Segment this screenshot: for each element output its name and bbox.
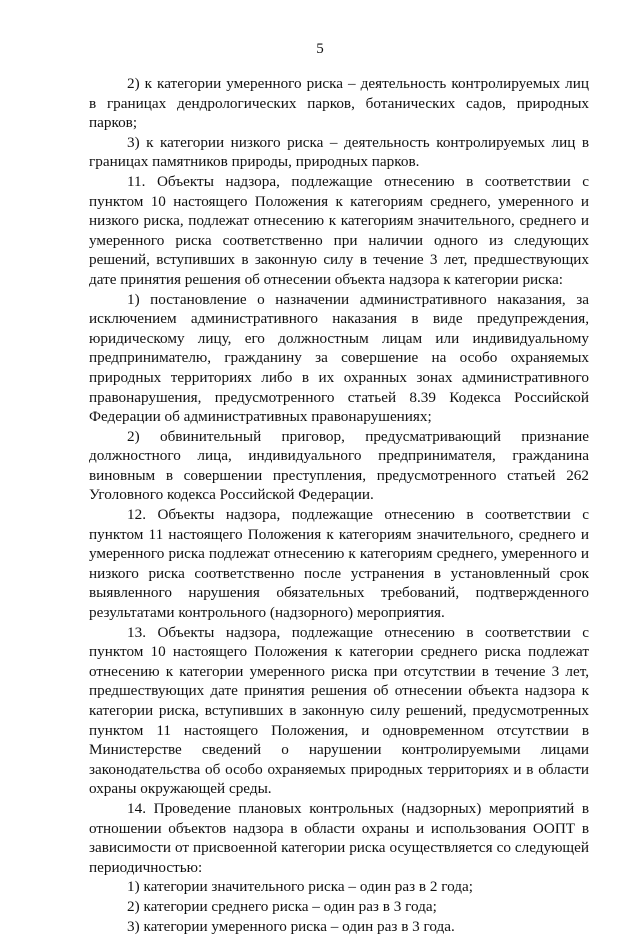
document-body <box>89 74 589 936</box>
paragraph-clause-11-item-2: 2) обвинительный приговор, предусматривающий признание должностного лица, индивидуального предпринимателя, гражданина виновным в совершении преступления, предусмотренного статьей 262 Уголовного кодекса Российской Федерации. <box>89 427 589 504</box>
paragraph-clause-14-item-1: 1) категории значительного риска – один раз в 2 года; <box>127 878 473 896</box>
paragraph-moderate-risk: 2) к категории умеренного риска – деятельность контролируемых лиц в границах дендрологических парков, ботанических садов, природных парков; <box>89 75 589 132</box>
paragraph-clause-14-item-3: 3) категории умеренного риска – один раз в 3 года. <box>127 917 455 935</box>
paragraph-clause-13: 13. Объекты надзора, подлежащие отнесению в соответствии с пунктом 10 настоящего Положения к категории среднего риска подлежат отнесению к категории умеренного риска при отсутствии в течение 3 лет, предшествующих дате принятия решения об отнесении объекта надзора к категории риска, вступивших в законную силу решений, предусмотренных пунктом 11 настоящего Положения, и одновременном отсутствии в Министерстве сведений о нарушении контролируемыми лицами законодательства об особо охраняемых природных территориях и в области охраны окружающей среды. <box>89 623 589 798</box>
paragraph-clause-14: 14. Проведение плановых контрольных (надзорных) мероприятий в отношении объектов надзора в области охраны и использования ООПТ в зависимости от присвоенной категории риска осуществляется со следующей периодичностью: <box>89 799 589 876</box>
paragraph-clause-11: 11. Объекты надзора, подлежащие отнесению в соответствии с пунктом 10 настоящего Положения к категориям среднего, умеренного и низкого риска, подлежат отнесению к категориям значительного, среднего и умеренного риска соответственно при наличии одного из следующих решений, вступивших в законную силу в течение 3 лет, предшествующих дате принятия решения об отнесении объекта надзора к категории риска: <box>89 172 589 288</box>
page-number: 5 <box>316 41 324 57</box>
paragraph-clause-12: 12. Объекты надзора, подлежащие отнесению в соответствии с пунктом 11 настоящего Положения к категориям значительного, среднего и умеренного риска подлежат отнесению к категориям среднего, умеренного и низкого риска соответственно после устранения в установленный срок выявленного нарушения обязательных требований, подтвержденного результатами контрольного (надзорного) мероприятия. <box>89 506 589 622</box>
paragraph-clause-11-item-1: 1) постановление о назначении административного наказания, за исключением административного наказания в виде предупреждения, юридическому лицу, его должностным лицам или индивидуальному предпринимателю, гражданину за совершение на особо охраняемых природных территориях либо в их охранных зонах административного правонарушения, предусмотренного статьей 8.39 Кодекса Российской Федерации об административных правонарушениях; <box>89 290 589 426</box>
paragraph-clause-14-item-2: 2) категории среднего риска – один раз в 3 года; <box>127 897 437 915</box>
paragraph-low-risk: 3) к категории низкого риска – деятельность контролируемых лиц в границах памятников природы, природных парков. <box>89 133 589 171</box>
